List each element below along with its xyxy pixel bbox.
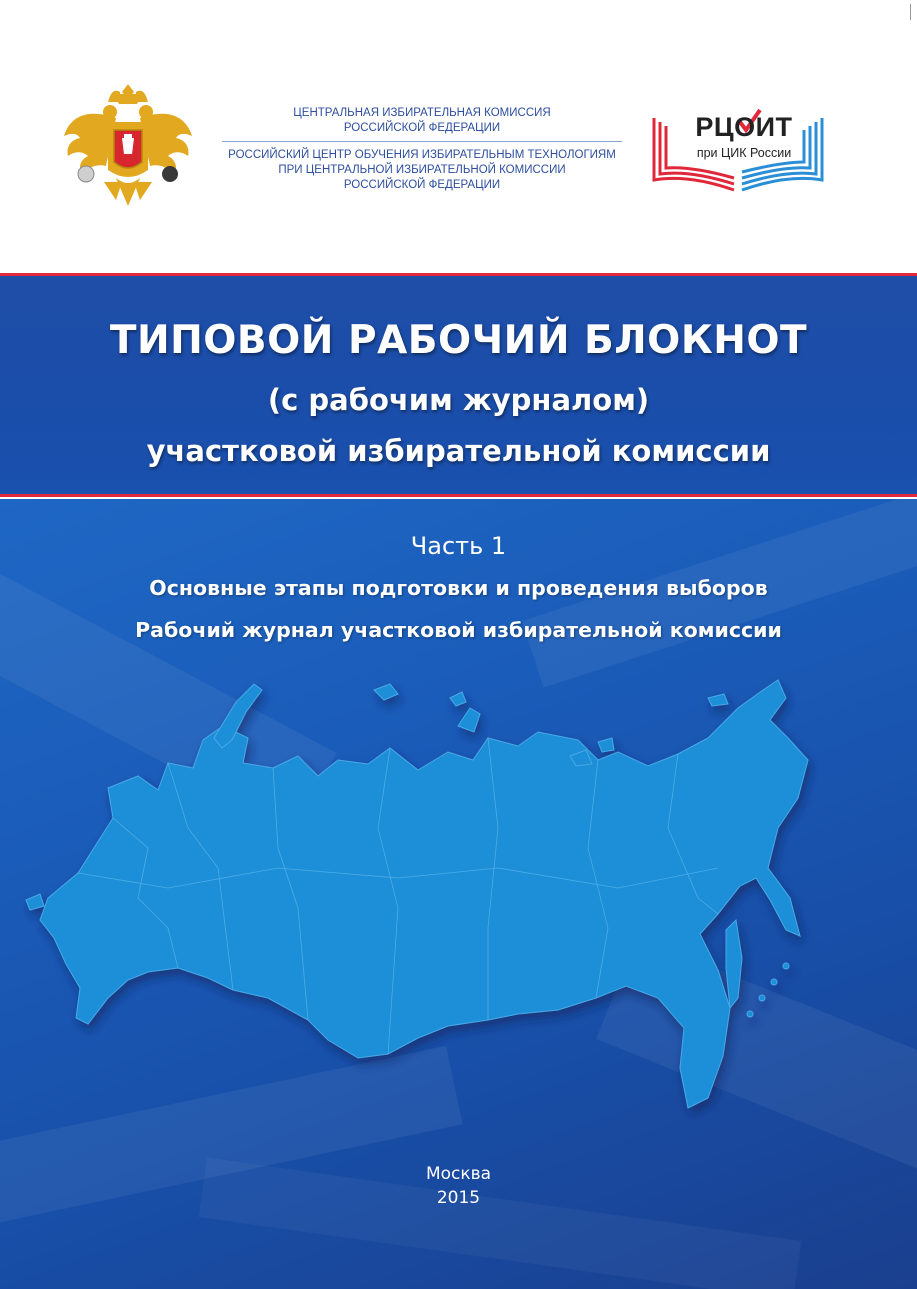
organization-block xyxy=(218,106,626,193)
logo-name: РЦОИТ xyxy=(695,112,793,142)
crop-mark xyxy=(910,4,911,20)
document-title-note: (с рабочим журналом) xyxy=(267,383,650,417)
part-label: Часть 1 xyxy=(410,532,507,560)
org-line: ЦЕНТРАЛЬНАЯ ИЗБИРАТЕЛЬНАЯ КОМИССИЯ xyxy=(293,107,551,119)
cover-header xyxy=(0,0,917,272)
russia-map-icon xyxy=(18,668,818,1128)
document-title-subject: участковой избирательной комиссии xyxy=(146,434,771,468)
org-divider xyxy=(222,141,622,142)
part-subtitle-2: Рабочий журнал участковой избирательной комиссии xyxy=(135,618,782,642)
org-line: РОССИЙСКОЙ ФЕДЕРАЦИИ xyxy=(343,122,501,134)
russian-coat-of-arms-icon xyxy=(58,78,198,218)
bottom-red-line xyxy=(0,494,917,497)
org-line: РОССИЙСКОЙ ФЕДЕРАЦИИ xyxy=(343,179,501,191)
document-title: ТИПОВОЙ РАБОЧИЙ БЛОКНОТ xyxy=(109,318,808,363)
publication-year: 2015 xyxy=(436,1188,481,1208)
publication-city: Москва xyxy=(425,1164,492,1184)
org-line: ПРИ ЦЕНТРАЛЬНОЙ ИЗБИРАТЕЛЬНОЙ КОМИССИИ xyxy=(278,164,566,176)
logo-subtitle: при ЦИК России xyxy=(696,146,792,160)
part-subtitle-1: Основные этапы подготовки и проведения выборов xyxy=(149,576,768,600)
org-line: РОССИЙСКИЙ ЦЕНТР ОБУЧЕНИЯ ИЗБИРАТЕЛЬНЫМ ТЕХНОЛОГИЯМ xyxy=(228,149,616,161)
